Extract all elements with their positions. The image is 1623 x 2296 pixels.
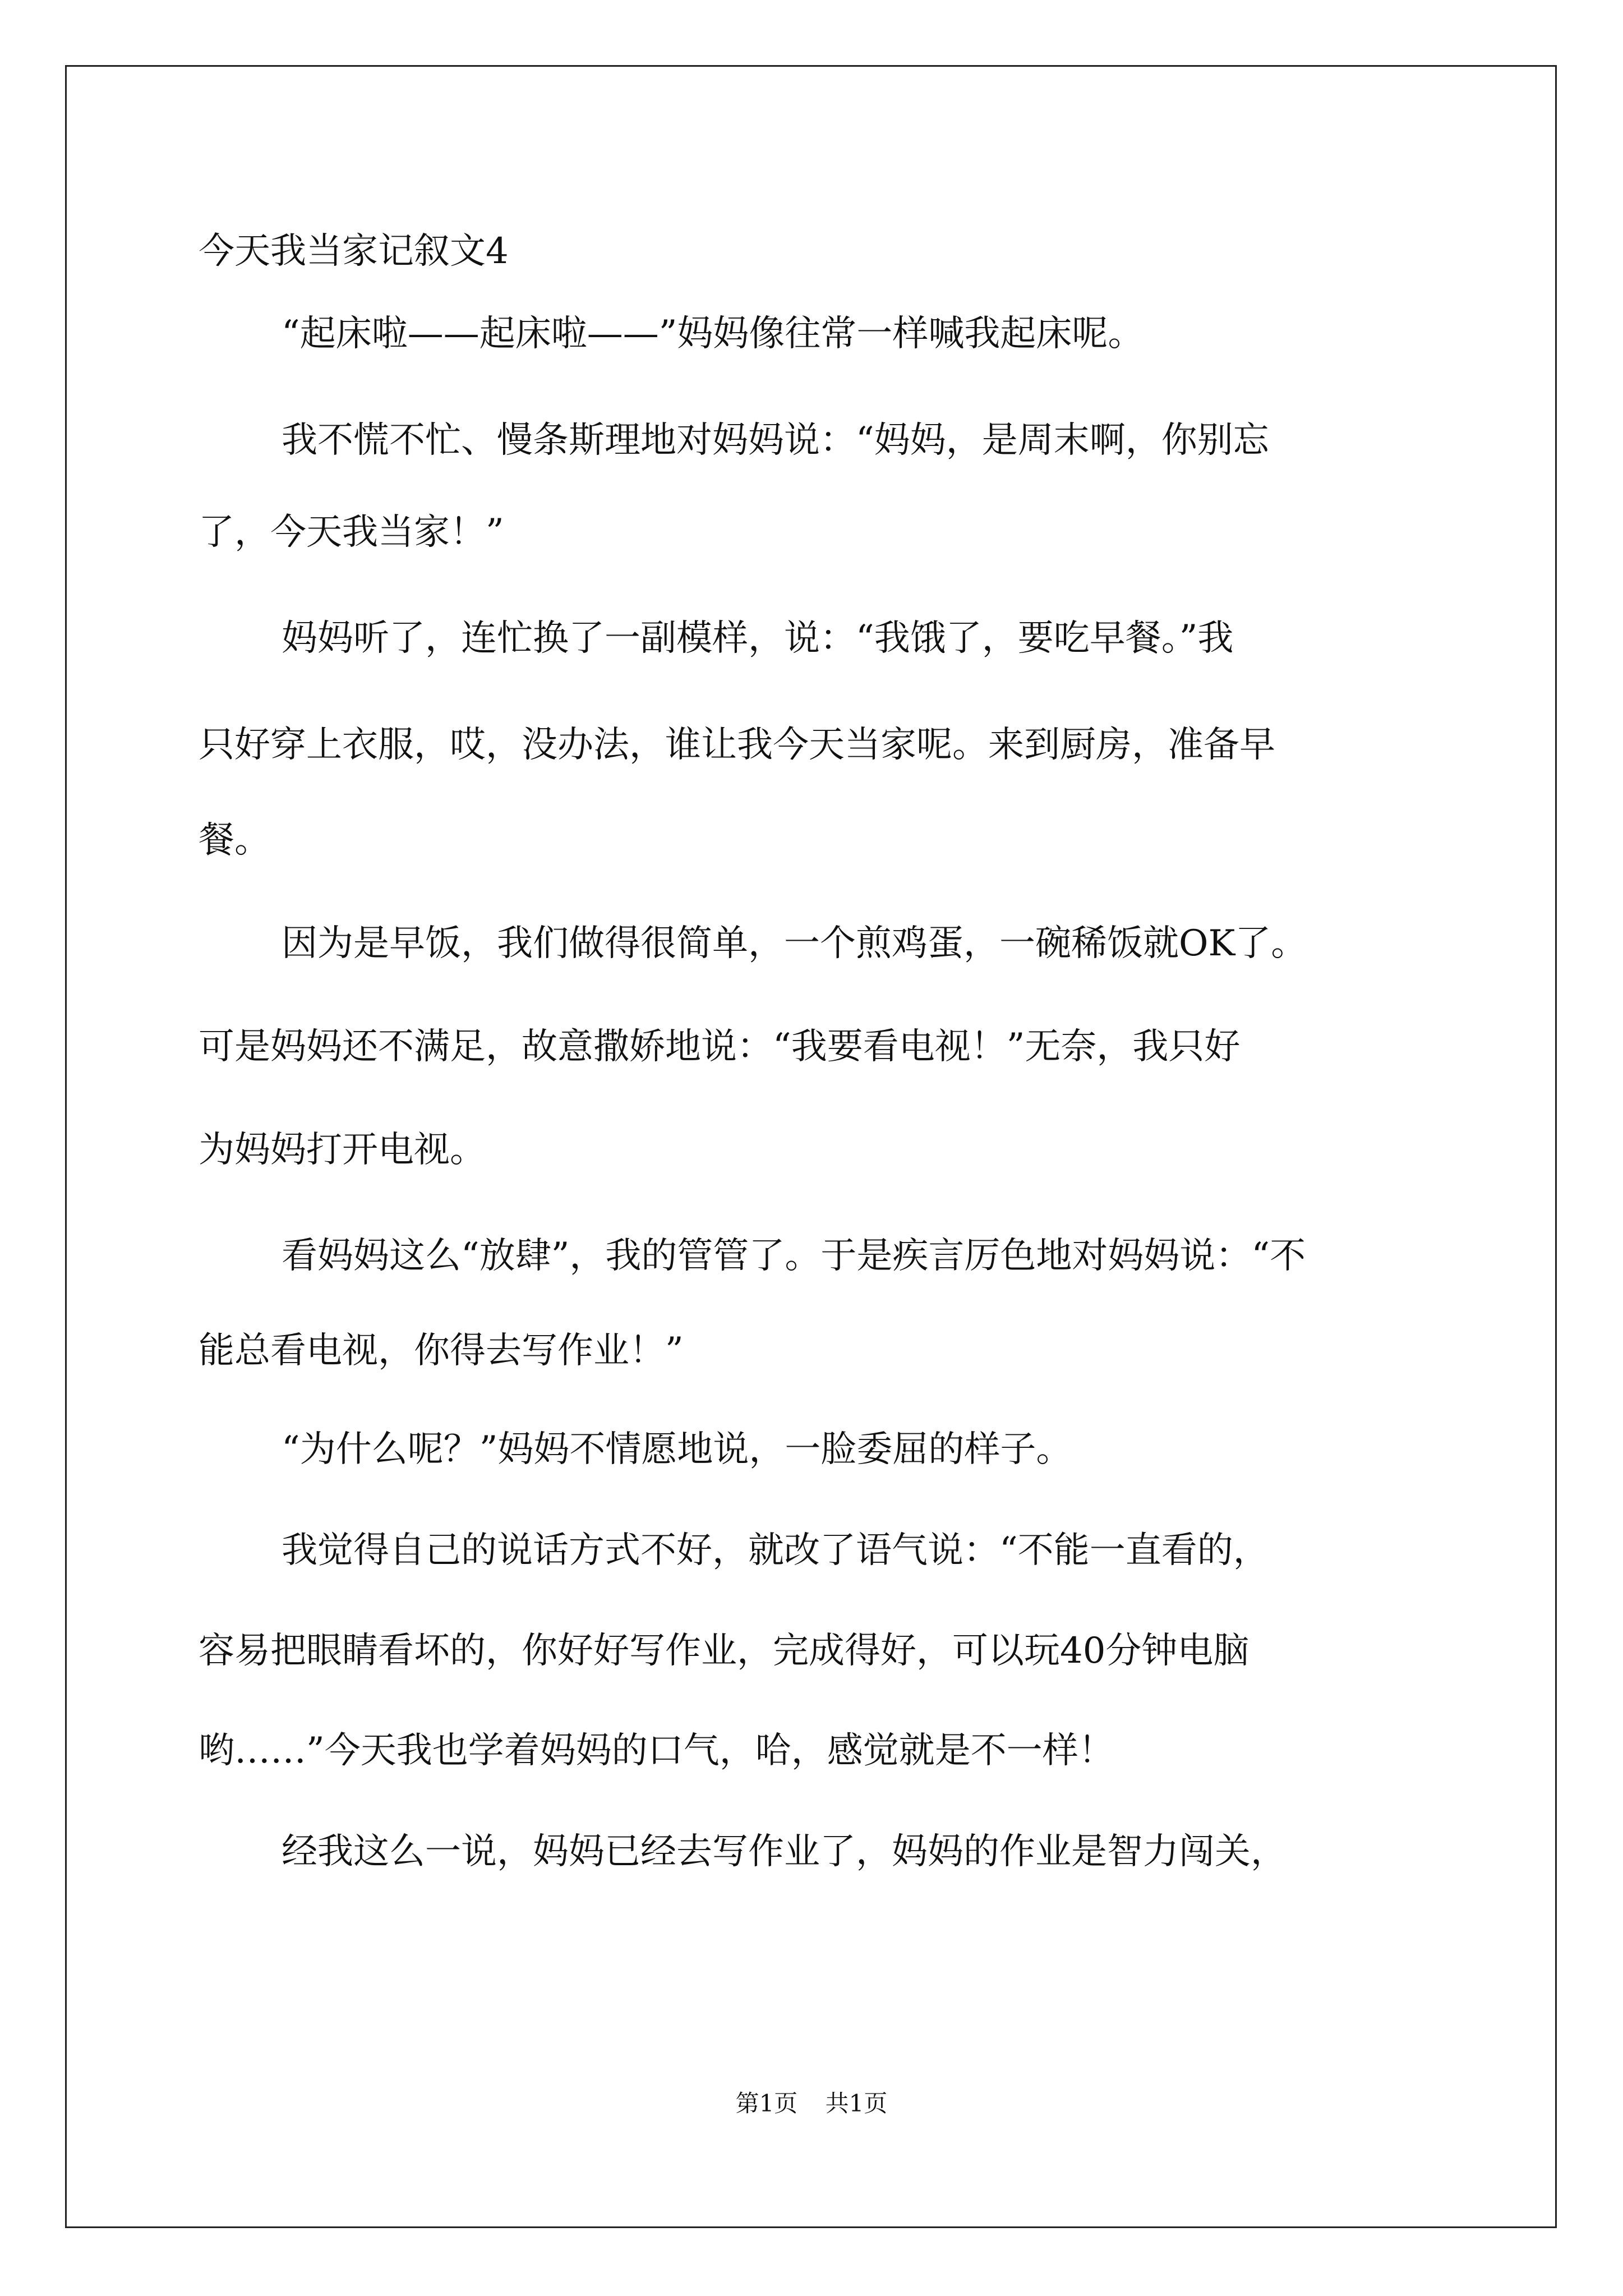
document-title: 今天我当家记叙文4 (199, 231, 509, 272)
paragraph-line: 因为是早饭，我们做得很简单，一个煎鸡蛋，一碗稀饭就OK了。 (282, 923, 1307, 964)
page-number-current: 第1页 (735, 2090, 798, 2117)
page-number-total: 共1页 (825, 2090, 888, 2117)
paragraph-line: 能总看电视，你得去写作业！” (199, 1330, 684, 1372)
paragraph-line: 只好穿上衣服，哎，没办法，谁让我今天当家呢。来到厨房，准备早 (199, 724, 1275, 766)
paragraph-line: “起床啦——起床啦——”妈妈像往常一样喊我起床呢。 (282, 313, 1144, 355)
paragraph-line: 妈妈听了，连忙换了一副模样，说：“我饿了，要吃早餐。”我 (282, 618, 1234, 659)
paragraph-line: 了，今天我当家！” (199, 512, 504, 553)
paragraph-line: 经我这么一说，妈妈已经去写作业了，妈妈的作业是智力闯关， (282, 1831, 1287, 1872)
paragraph-line: “为什么呢？”妈妈不情愿地说，一脸委屈的样子。 (282, 1429, 1072, 1470)
paragraph-line: 为妈妈打开电视。 (199, 1129, 486, 1171)
paragraph-line: 哟……”今天我也学着妈妈的口气，哈，感觉就是不一样！ (199, 1730, 1114, 1772)
paragraph-line: 我不慌不忙、慢条斯理地对妈妈说：“妈妈，是周末啊，你别忘 (282, 420, 1269, 461)
paragraph-line: 我觉得自己的说话方式不好，就改了语气说：“不能一直看的， (282, 1530, 1269, 1571)
paragraph-line: 可是妈妈还不满足，故意撒娇地说：“我要看电视！”无奈，我只好 (199, 1026, 1241, 1068)
paragraph-line: 看妈妈这么“放肆”，我的管管了。于是疾言厉色地对妈妈说：“不 (282, 1235, 1306, 1277)
page-footer (0, 2087, 1623, 2120)
paragraph-line: 容易把眼睛看坏的，你好好写作业，完成得好，可以玩40分钟电脑 (199, 1630, 1249, 1672)
paragraph-line: 餐。 (199, 820, 270, 861)
